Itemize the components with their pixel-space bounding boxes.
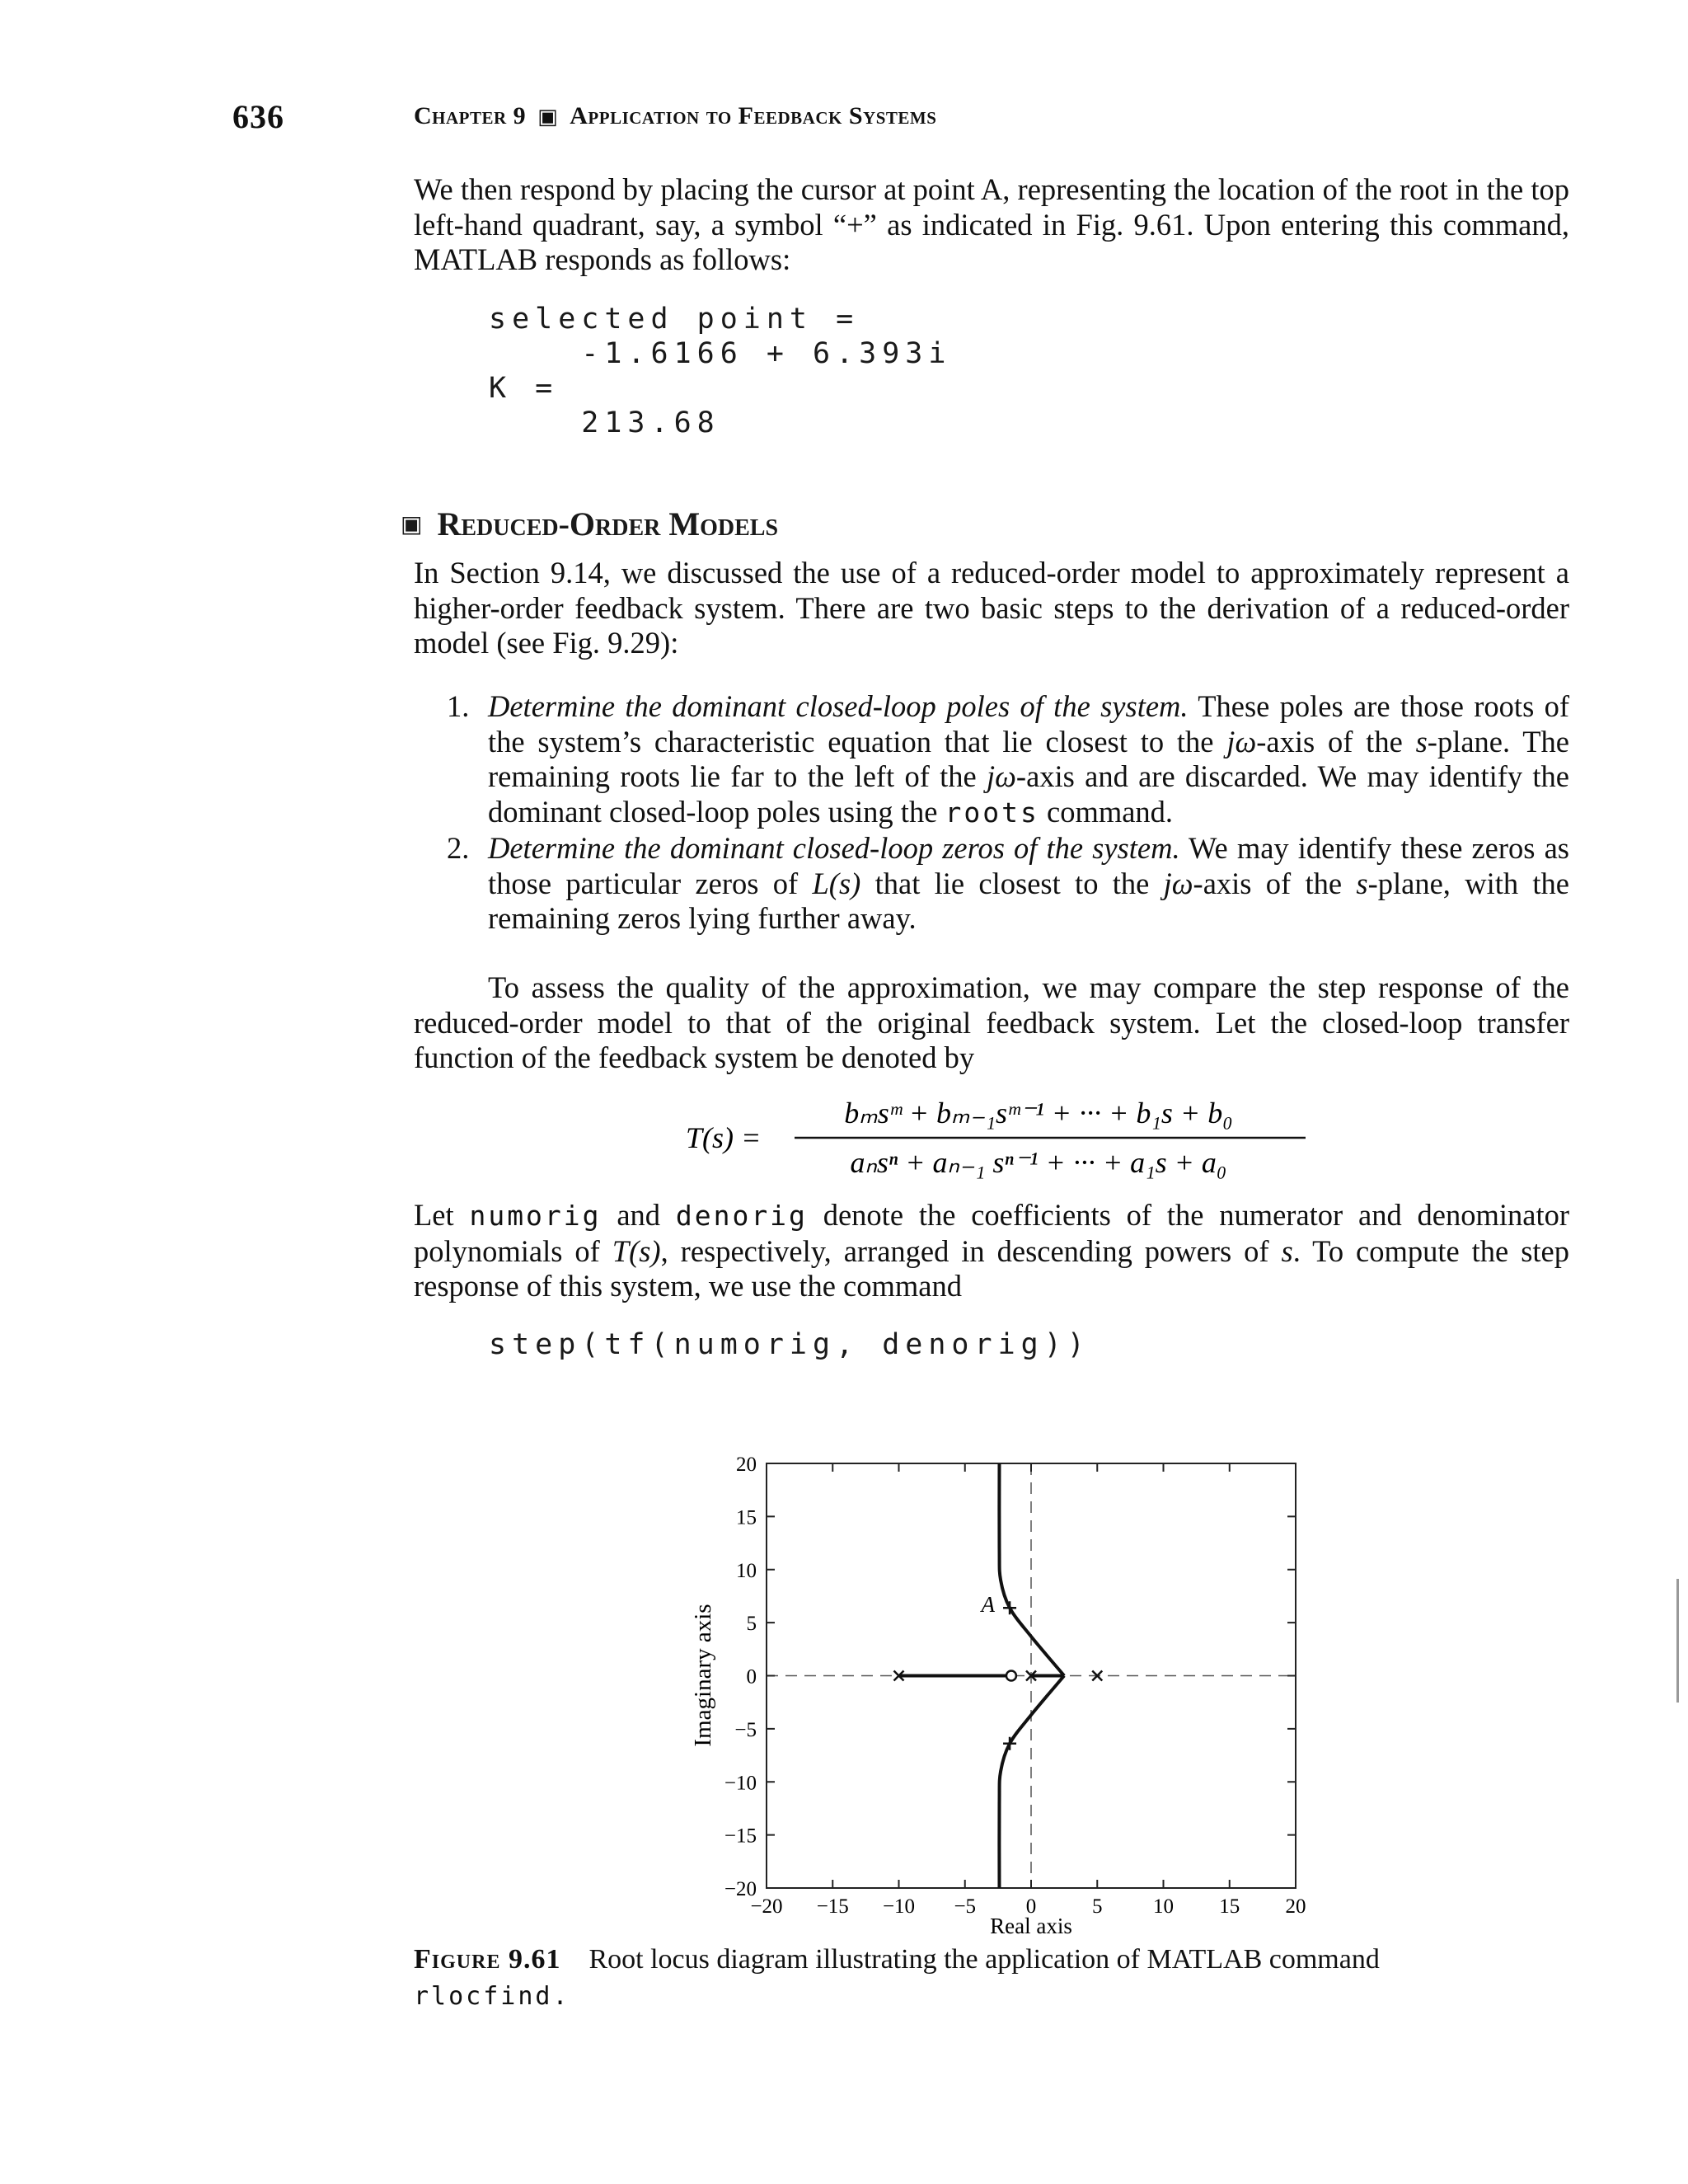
list-number: 2.	[447, 831, 470, 865]
x-tick-label: −5	[954, 1895, 977, 1918]
step-text: -plane. The remaining roots lie far to the left of the	[488, 724, 1570, 793]
chapter-title: Application to Feedback Systems	[570, 102, 937, 129]
let-text: and	[601, 1198, 676, 1232]
jw-symbol: jω	[987, 759, 1016, 793]
y-tick-label: 20	[736, 1454, 757, 1476]
matlab-output: selected point = -1.6166 + 6.393i K = 213.68	[489, 303, 952, 439]
point-a-label: A	[981, 1592, 996, 1618]
list-number: 1.	[447, 689, 470, 723]
x-tick-label: 10	[1153, 1895, 1174, 1918]
y-axis-label: Imaginary axis	[690, 1604, 716, 1747]
y-tick-label: 15	[736, 1506, 757, 1529]
y-tick-label: 5	[746, 1613, 757, 1636]
formula-lhs: T(s) =	[686, 1121, 762, 1154]
ls-symbol: L(s)	[812, 866, 861, 900]
section-title: Reduced-Order Models	[437, 505, 779, 542]
y-tick-label: −20	[724, 1878, 757, 1900]
step-text: -plane, with the remaining zeros lying further away.	[488, 866, 1570, 935]
let-paragraph	[414, 1198, 1569, 1304]
transfer-function-formula	[686, 1090, 1312, 1181]
s-symbol: s	[1281, 1233, 1293, 1268]
y-tick-label: −5	[734, 1718, 757, 1741]
figure-caption	[414, 1942, 1568, 2015]
step-text: command.	[1039, 794, 1174, 829]
figure-label: Figure 9.61	[414, 1944, 561, 1975]
locus-branches	[899, 1463, 1065, 1888]
step-text: These poles are those roots of the system’s characteristic equation that lie closest to the	[488, 689, 1569, 759]
zero-marker	[1006, 1671, 1016, 1681]
let-text: . To compute the step response of this system, we use the command	[414, 1233, 1569, 1303]
intro-paragraph: We then respond by placing the cursor at point A, representing the location of the root in the top left-hand quadrant, say, a symbol “+” as indicated in Fig. 9.61. Upon entering this command, MATLAB responds as follows:	[414, 172, 1569, 276]
s-symbol: s	[1415, 724, 1428, 759]
list-body	[488, 831, 1569, 937]
x-tick-label: −15	[816, 1895, 849, 1918]
step-text: -axis of the	[1256, 724, 1416, 759]
jw-symbol: jω	[1163, 866, 1193, 900]
step-text: -axis of the	[1193, 866, 1357, 900]
y-tick-label: −15	[724, 1825, 757, 1848]
locus-branch	[999, 1676, 1064, 1889]
page-number: 636	[232, 98, 284, 135]
step-text: -axis and are discarded. We may identify the dominant closed-loop poles using the	[488, 759, 1569, 829]
step-text: We may identify these zeros as those particular zeros of	[488, 831, 1569, 900]
caption-code: rlocfind.	[414, 1982, 570, 2011]
assess-paragraph: To assess the quality of the approximation, we may compare the step response of the reduced-order model to that of the original feedback system. Let the closed-loop transfer function of the feedback system be denoted by	[414, 970, 1569, 1074]
step-title: Determine the dominant closed-loop poles of the system.	[488, 689, 1189, 723]
y-tick-label: 0	[746, 1665, 757, 1688]
denorig-code: denorig	[675, 1200, 808, 1232]
roots-command: roots	[945, 796, 1039, 829]
step-title: Determine the dominant closed-loop zeros of the system.	[488, 831, 1180, 865]
y-tick-label: 10	[736, 1559, 757, 1582]
x-tick-label: 5	[1092, 1895, 1103, 1918]
step-command: step(tf(numorig, denorig))	[489, 1328, 1090, 1361]
let-text: Let	[414, 1198, 470, 1232]
numorig-code: numorig	[469, 1200, 602, 1232]
section-intro: In Section 9.14, we discussed the use of a reduced-order model to approximately represent a higher-order feedback system. There are two basic steps to the derivation of a reduced-order model (see Fig. 9.29):	[414, 556, 1569, 660]
running-head	[414, 102, 936, 130]
x-tick-label: −10	[882, 1895, 916, 1918]
ts-symbol: T(s)	[612, 1233, 661, 1268]
section-heading	[401, 505, 778, 543]
step-text: that lie closest to the	[860, 866, 1164, 900]
square-bullet-icon: ▣	[537, 105, 559, 129]
x-tick-label: 0	[1025, 1895, 1037, 1918]
formula-denominator: aₙsⁿ + aₙ₋₁ sⁿ⁻¹ + ··· + a₁s + a₀	[850, 1146, 1227, 1179]
s-symbol: s	[1356, 866, 1368, 900]
let-text: , respectively, arranged in descending powers of	[660, 1233, 1282, 1268]
x-axis-label: Real axis	[990, 1914, 1072, 1937]
chapter-number: Chapter 9	[414, 102, 527, 129]
root-locus-chart	[659, 1426, 1335, 1937]
page-edge-line	[1676, 1579, 1679, 1703]
caption-text: Root locus diagram illustrating the application of MATLAB command	[588, 1944, 1380, 1975]
tick-labels	[724, 1454, 1306, 1918]
x-tick-label: −20	[750, 1895, 783, 1918]
y-tick-label: −10	[724, 1772, 757, 1795]
formula-numerator: bₘsᵐ + bₘ₋₁sᵐ⁻¹ + ··· + b₁s + b₀	[844, 1097, 1233, 1130]
square-bullet-icon: ▣	[401, 512, 423, 538]
x-tick-label: 15	[1219, 1895, 1240, 1918]
jw-symbol: jω	[1226, 724, 1257, 759]
list-body	[488, 689, 1569, 830]
x-tick-label: 20	[1285, 1895, 1306, 1918]
let-text: denote the coefficients of the numerator and denominator polynomials of	[414, 1198, 1569, 1268]
